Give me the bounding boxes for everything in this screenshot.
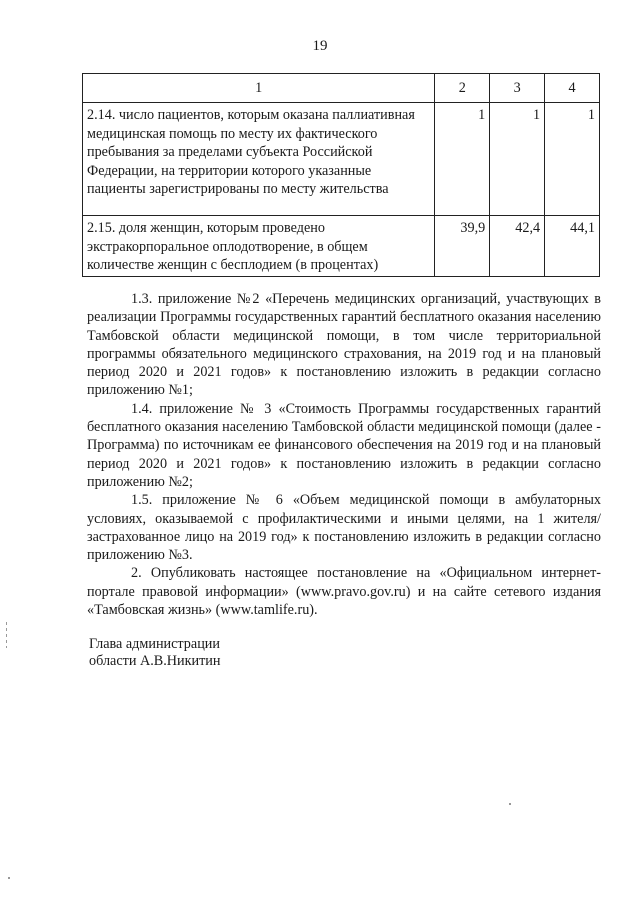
table-cell-value: 1 <box>435 103 490 216</box>
table-header-cell: 4 <box>545 74 600 103</box>
table-row <box>83 103 600 216</box>
table-header-cell: 3 <box>490 74 545 103</box>
table-row <box>83 216 600 277</box>
scan-speck <box>8 877 10 879</box>
table-row-label: 2.14. число пациентов, которым оказана паллиативная медицинская помощь по месту их фактического пребывания за пределами субъекта Российской Федерации, на территории которого указанные пациенты зарегистрированы по месту жительства <box>83 103 435 216</box>
paragraph-1-4: 1.4. приложение № 3 «Стоимость Программы государственных гарантий бесплатного оказания населению Тамбовской области медицинской помощи (далее - Программа) по источникам ее финансового обеспечения на 2019 год и на плановый период 2020 и 2021 годов» к постановлению изложить в редакции согласно приложению №2; <box>87 400 601 490</box>
page-number: 19 <box>312 38 328 54</box>
indicators-table <box>82 73 600 277</box>
signature-block <box>89 636 220 670</box>
scan-speck <box>509 803 511 805</box>
document-body <box>87 290 601 619</box>
table-cell-value: 1 <box>490 103 545 216</box>
table-cell-value: 1 <box>545 103 600 216</box>
paragraph-2: 2. Опубликовать настоящее постановление на «Официальном интернет-портале правовой информации» (www.pravo.gov.ru) и на сайте сетевого издания «Тамбовская жизнь» (www.tamlife.ru). <box>87 565 601 619</box>
table-cell-value: 39,9 <box>435 216 490 277</box>
table-header-cell: 2 <box>435 74 490 103</box>
table-row-label: 2.15. доля женщин, которым проведено экстракорпоральное оплодотворение, в общем количестве женщин с бесплодием (в процентах) <box>83 216 435 277</box>
signature-title: Глава администрации <box>89 636 220 652</box>
table-header-row <box>83 74 600 103</box>
table-cell-value: 44,1 <box>545 216 600 277</box>
table-cell-value: 42,4 <box>490 216 545 277</box>
signature-name: области А.В.Никитин <box>89 653 221 669</box>
paragraph-1-5: 1.5. приложение № 6 «Объем медицинской помощи в амбулаторных условиях, оказываемой с профилактическими и иными целями, на 1 жителя/застрахованное лицо на 2019 год» к постановлению изложить в редакции согласно приложению №3. <box>87 492 601 564</box>
scan-margin-mark <box>6 622 7 648</box>
table-header-cell: 1 <box>83 74 435 103</box>
paragraph-1-3: 1.3. приложение №2 «Перечень медицинских организаций, участвующих в реализации Программы государственных гарантий бесплатного оказания населению Тамбовской области медицинской помощи, в том числе территориальной программы обязательного медицинского страхования, на 2019 год и на плановый период 2020 и 2021 годов» к постановлению изложить в редакции согласно приложению №1; <box>87 291 601 399</box>
